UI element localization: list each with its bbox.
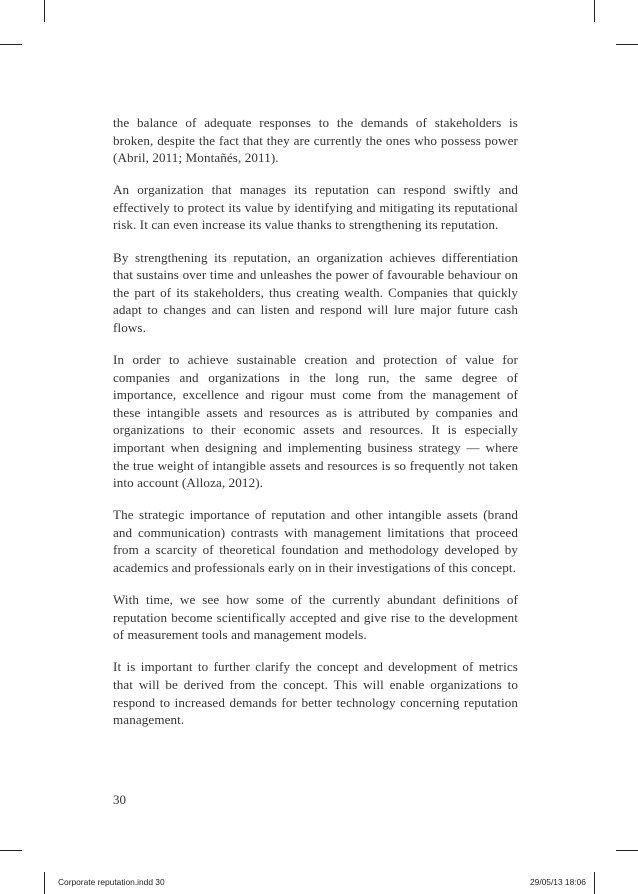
slug-filename: Corporate reputation.indd 30 [58,877,165,887]
paragraph: In order to achieve sustainable creation and protection of value for companies and organizations in the long run, the same degree of importance, excellence and rigour must come from the management of these intangible assets and resources as is attributed by companies and organizations to their economic assets and resources. It is especially important when designing and implementing business strategy — where the true weight of intangible assets and resources is so frequently not taken into account (Alloza, 2012). [113,352,518,491]
crop-mark-top-right-horizontal [616,44,638,45]
crop-mark-top-right-vertical [594,0,595,22]
crop-mark-bottom-left-vertical [44,872,45,894]
paragraph: With time, we see how some of the currently abundant definitions of reputation become scientifically accepted and give rise to the development of measurement tools and management models. [113,592,518,643]
crop-mark-top-left-vertical [44,0,45,22]
slug-timestamp: 29/05/13 18:06 [530,877,586,887]
body-text [113,114,518,743]
paragraph: An organization that manages its reputation can respond swiftly and effectively to protect its value by identifying and mitigating its reputational risk. It can even increase its value thanks to strengthening its reputation. [113,182,518,233]
crop-mark-bottom-right-vertical [594,872,595,894]
paragraph: By strengthening its reputation, an organization achieves differentiation that sustains over time and unleashes the power of favourable behaviour on the part of its stakeholders, thus creating wealth. Companies that quickly adapt to changes and can listen and respond will lure major future cash flows. [113,249,518,335]
paragraph: The strategic importance of reputation and other intangible assets (brand and communication) contrasts with management limitations that proceed from a scarcity of theoretical foundation and methodology developed by academics and professionals early on in their investigations of this concept. [113,507,518,576]
page-number: 30 [113,792,126,807]
crop-mark-top-left-horizontal [0,44,22,45]
paragraph: It is important to further clarify the concept and development of metrics that will be derived from the concept. This will enable organizations to respond to increased demands for better technology concerning reputation management. [113,659,518,728]
crop-mark-bottom-right-horizontal [616,850,638,851]
crop-mark-bottom-left-horizontal [0,850,22,851]
paragraph: the balance of adequate responses to the demands of stakeholders is broken, despite the fact that they are currently the ones who possess power (Abril, 2011; Montañés, 2011). [113,115,518,166]
